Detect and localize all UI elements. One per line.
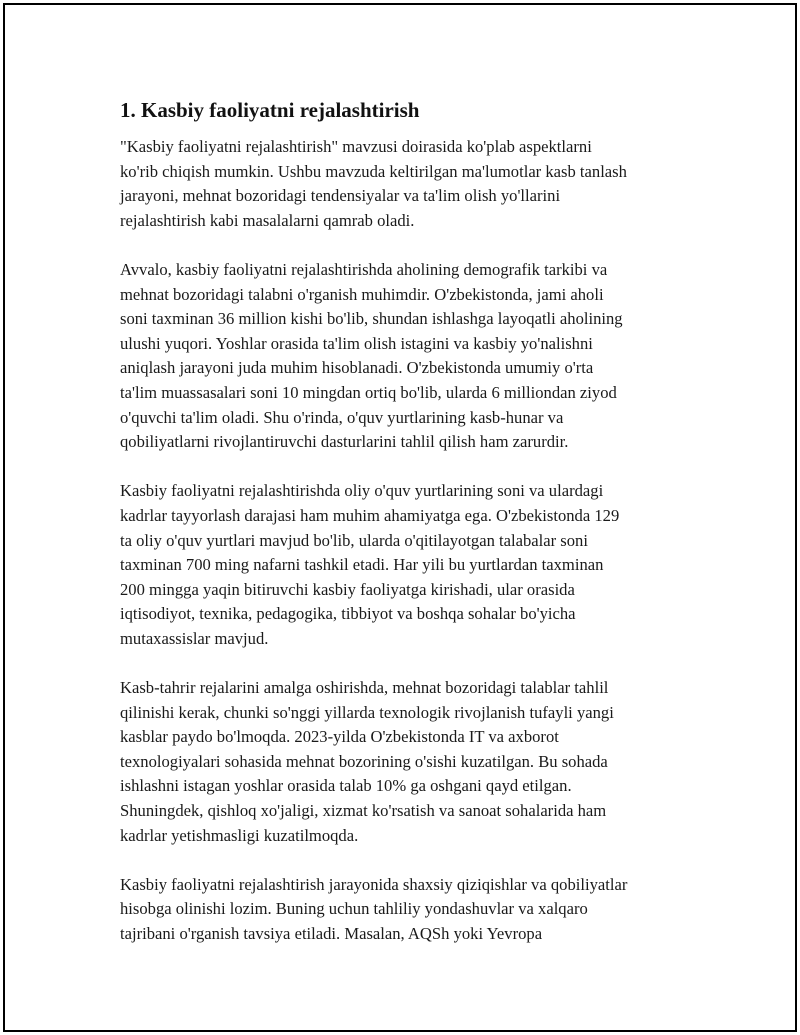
text-line: iqtisodiyot, texnika, pedagogika, tibbiyot va boshqa sohalar bo'yicha xyxy=(120,604,576,624)
text-line: kadrlar yetishmasligi kuzatilmoqda. xyxy=(120,825,359,845)
text-line: hisobga olinishi lozim. Buning uchun tahliliy yondashuvlar va xalqaro xyxy=(120,899,588,919)
text-line: o'quvchi ta'lim oladi. Shu o'rinda, o'quv yurtlarining kasb-hunar va xyxy=(120,407,564,427)
text-line: texnologiyalari sohasida mehnat bozorining o'sishi kuzatilgan. Bu sohada xyxy=(120,751,608,771)
text-line: rejalashtirish kabi masalalarni qamrab oladi. xyxy=(120,210,415,230)
text-line: ishlashni istagan yoshlar orasida talab 10% ga oshgani qayd etilgan. xyxy=(120,776,572,796)
text-line: Shuningdek, qishloq xo'jaligi, xizmat ko'rsatish va sanoat sohalarida ham xyxy=(120,801,607,821)
text-line: mutaxassislar mavjud. xyxy=(120,628,269,648)
paragraph-4 xyxy=(120,676,705,848)
text-line: ko'rib chiqish mumkin. Ushbu mavzuda keltirilgan ma'lumotlar kasb tanlash xyxy=(120,161,627,181)
text-line: kasblar paydo bo'lmoqda. 2023-yilda O'zbekistonda IT va axborot xyxy=(120,727,559,747)
text-line: ta oliy o'quv yurtlari mavjud bo'lib, ularda o'qitilayotgan talabalar soni xyxy=(120,530,588,550)
paragraph-2 xyxy=(120,258,705,455)
text-line: qilinishi kerak, chunki so'nggi yillarda texnologik rivojlanish tufayli yangi xyxy=(120,702,614,722)
text-line: jarayoni, mehnat bozoridagi tendensiyalar va ta'lim olish yo'llarini xyxy=(120,186,561,206)
text-line: ta'lim muassasalari soni 10 mingdan ortiq bo'lib, ularda 6 milliondan ziyod xyxy=(120,382,617,402)
paragraph-1 xyxy=(120,135,705,233)
document-page xyxy=(3,3,797,1032)
document-content xyxy=(120,95,705,971)
text-line: aniqlash jarayoni juda muhim hisoblanadi. O'zbekistonda umumiy o'rta xyxy=(120,358,594,378)
text-line: soni taxminan 36 million kishi bo'lib, shundan ishlashga layoqatli aholining xyxy=(120,309,623,329)
paragraph-3 xyxy=(120,479,705,651)
section-heading: 1. Kasbiy faoliyatni rejalashtirish xyxy=(120,98,420,122)
text-line: ulushi yuqori. Yoshlar orasida ta'lim olish istagini va kasbiy yo'nalishni xyxy=(120,333,593,353)
text-line: 200 mingga yaqin bitiruvchi kasbiy faoliyatga kirishadi, ular orasida xyxy=(120,579,575,599)
text-line: Kasb-tahrir rejalarini amalga oshirishda, mehnat bozoridagi talablar tahlil xyxy=(120,678,609,698)
text-line: Kasbiy faoliyatni rejalashtirish jarayonida shaxsiy qiziqishlar va qobiliyatlar xyxy=(120,874,628,894)
text-line: qobiliyatlarni rivojlantiruvchi dasturlarini tahlil qilish ham zarurdir. xyxy=(120,432,569,452)
text-line: Avvalo, kasbiy faoliyatni rejalashtirishda aholining demografik tarkibi va xyxy=(120,259,608,279)
text-line: "Kasbiy faoliyatni rejalashtirish" mavzusi doirasida ko'plab aspektlarni xyxy=(120,137,592,156)
text-line: mehnat bozoridagi talabni o'rganish muhimdir. O'zbekistonda, jami aholi xyxy=(120,284,604,304)
text-line: Kasbiy faoliyatni rejalashtirishda oliy o'quv yurtlarining soni va ulardagi xyxy=(120,481,604,501)
text-line: tajribani o'rganish tavsiya etiladi. Masalan, AQSh yoki Yevropa xyxy=(120,924,543,943)
text-line: kadrlar tayyorlash darajasi ham muhim ahamiyatga ega. O'zbekistonda 129 xyxy=(120,505,620,525)
paragraph-5 xyxy=(120,873,705,947)
text-line: taxminan 700 ming nafarni tashkil etadi. Har yili bu yurtlardan taxminan xyxy=(120,555,604,575)
